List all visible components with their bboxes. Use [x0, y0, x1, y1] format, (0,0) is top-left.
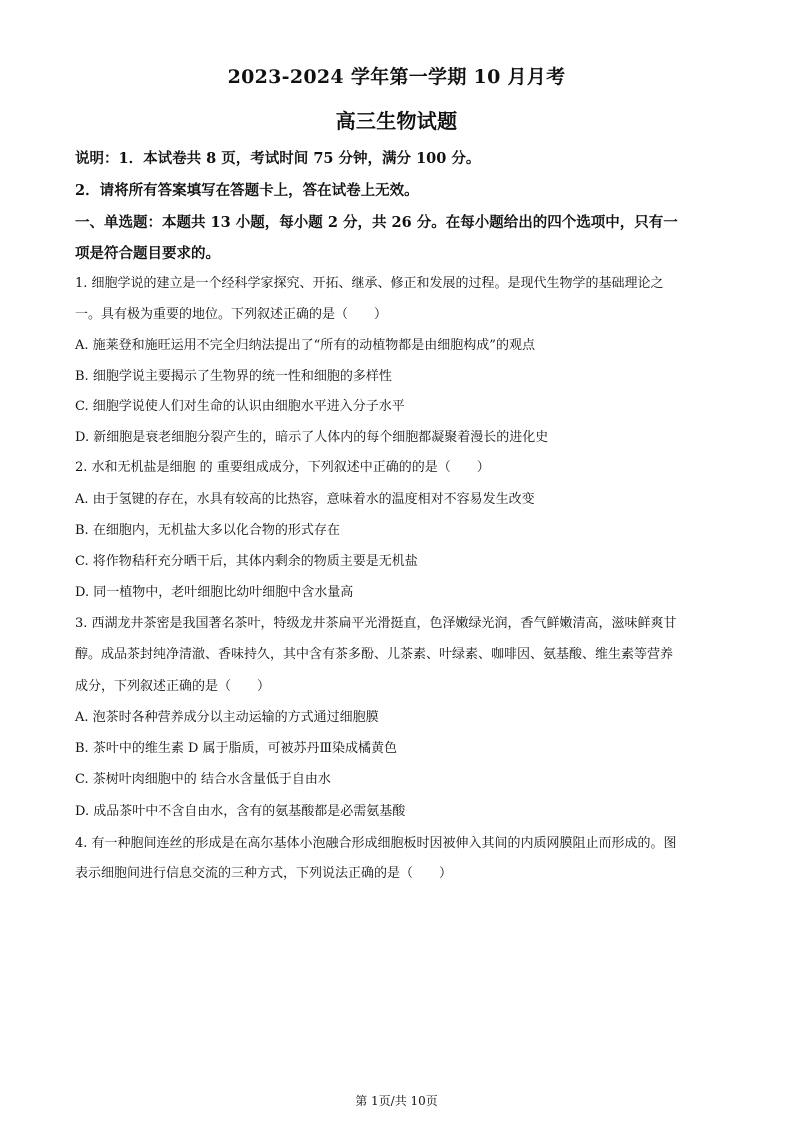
question-1-stem-line-2: 一。具有极为重要的地位。下列叙述正确的是（ ）: [75, 307, 388, 322]
question-3-stem-line-3: 成分，下列叙述正确的是（ ）: [75, 679, 271, 694]
page-number: 第 1页/共 10页: [355, 1094, 438, 1108]
question-4-stem-line-2: 表示细胞间进行信息交流的三种方式，下列说法正确的是（ ）: [75, 866, 453, 881]
question-2-option-d: D. 同一植物中，老叶细胞比幼叶细胞中含水量高: [75, 585, 354, 600]
exam-subtitle: 高三生物试题: [335, 109, 458, 133]
section-heading-line-1: 一、单选题：本题共 13 小题，每小题 2 分，共 26 分。在每小题给出的四个选项中，只有一: [75, 214, 678, 231]
question-1-option-a: A. 施莱登和施旺运用不完全归纳法提出了“所有的动植物都是由细胞构成”的观点: [75, 338, 535, 353]
section-heading-line-2: 项是符合题目要求的。: [75, 245, 220, 262]
question-1-option-c: C. 细胞学说使人们对生命的认识由细胞水平进入分子水平: [75, 399, 405, 414]
question-2-option-b: B. 在细胞内，无机盐大多以化合物的形式存在: [75, 523, 340, 538]
question-3-option-c: C. 茶树叶肉细胞中的 结合水含量低于自由水: [75, 772, 331, 787]
exam-title: 2023-2024 学年第一学期 10 月月考: [227, 66, 566, 88]
question-2-option-c: C. 将作物秸秆充分晒干后，其体内剩余的物质主要是无机盐: [75, 554, 418, 569]
question-3-stem-line-1: 3. 西湖龙井茶密是我国著名茶叶，特级龙井茶扁平光滑挺直，色泽嫩绿光润，香气鲜嫩清高，滋味鲜爽甘: [75, 616, 677, 631]
instruction-2: 2．请将所有答案填写在答题卡上，答在试卷上无效。: [75, 182, 419, 199]
instruction-1: 说明：1．本试卷共 8 页，考试时间 75 分钟，满分 100 分。: [75, 150, 481, 167]
question-3-option-d: D. 成品茶叶中不含自由水，含有的氨基酸都是必需氨基酸: [75, 804, 406, 819]
question-4-stem-line-1: 4. 有一种胞间连丝的形成是在高尔基体小泡融合形成细胞板时因被伸入其间的内质网膜阻止而形成的。图: [75, 836, 677, 851]
question-3-option-a: A. 泡茶时各种营养成分以主动运输的方式通过细胞膜: [75, 710, 379, 725]
question-3-option-b: B. 茶叶中的维生素 D 属于脂质，可被苏丹Ⅲ染成橘黄色: [75, 741, 398, 756]
question-1-stem-line-1: 1. 细胞学说的建立是一个经科学家探究、开拓、继承、修正和发展的过程。是现代生物学的基础理论之: [75, 276, 664, 291]
question-2-stem-line-1: 2. 水和无机盐是细胞 的 重要组成成分，下列叙述中正确的的是（ ）: [75, 460, 490, 475]
question-3-stem-line-2: 醇。成品茶封纯净清澈、香味持久，其中含有茶多酚、儿茶素、叶绿素、咖啡因、氨基酸、维生素等营养: [75, 647, 674, 662]
question-1-option-b: B. 细胞学说主要揭示了生物界的统一性和细胞的多样性: [75, 369, 392, 384]
question-2-option-a: A. 由于氢键的存在，水具有较高的比热容，意味着水的温度相对不容易发生改变: [75, 492, 535, 507]
question-1-option-d: D. 新细胞是衰老细胞分裂产生的，暗示了人体内的每个细胞都凝聚着漫长的进化史: [75, 430, 549, 445]
